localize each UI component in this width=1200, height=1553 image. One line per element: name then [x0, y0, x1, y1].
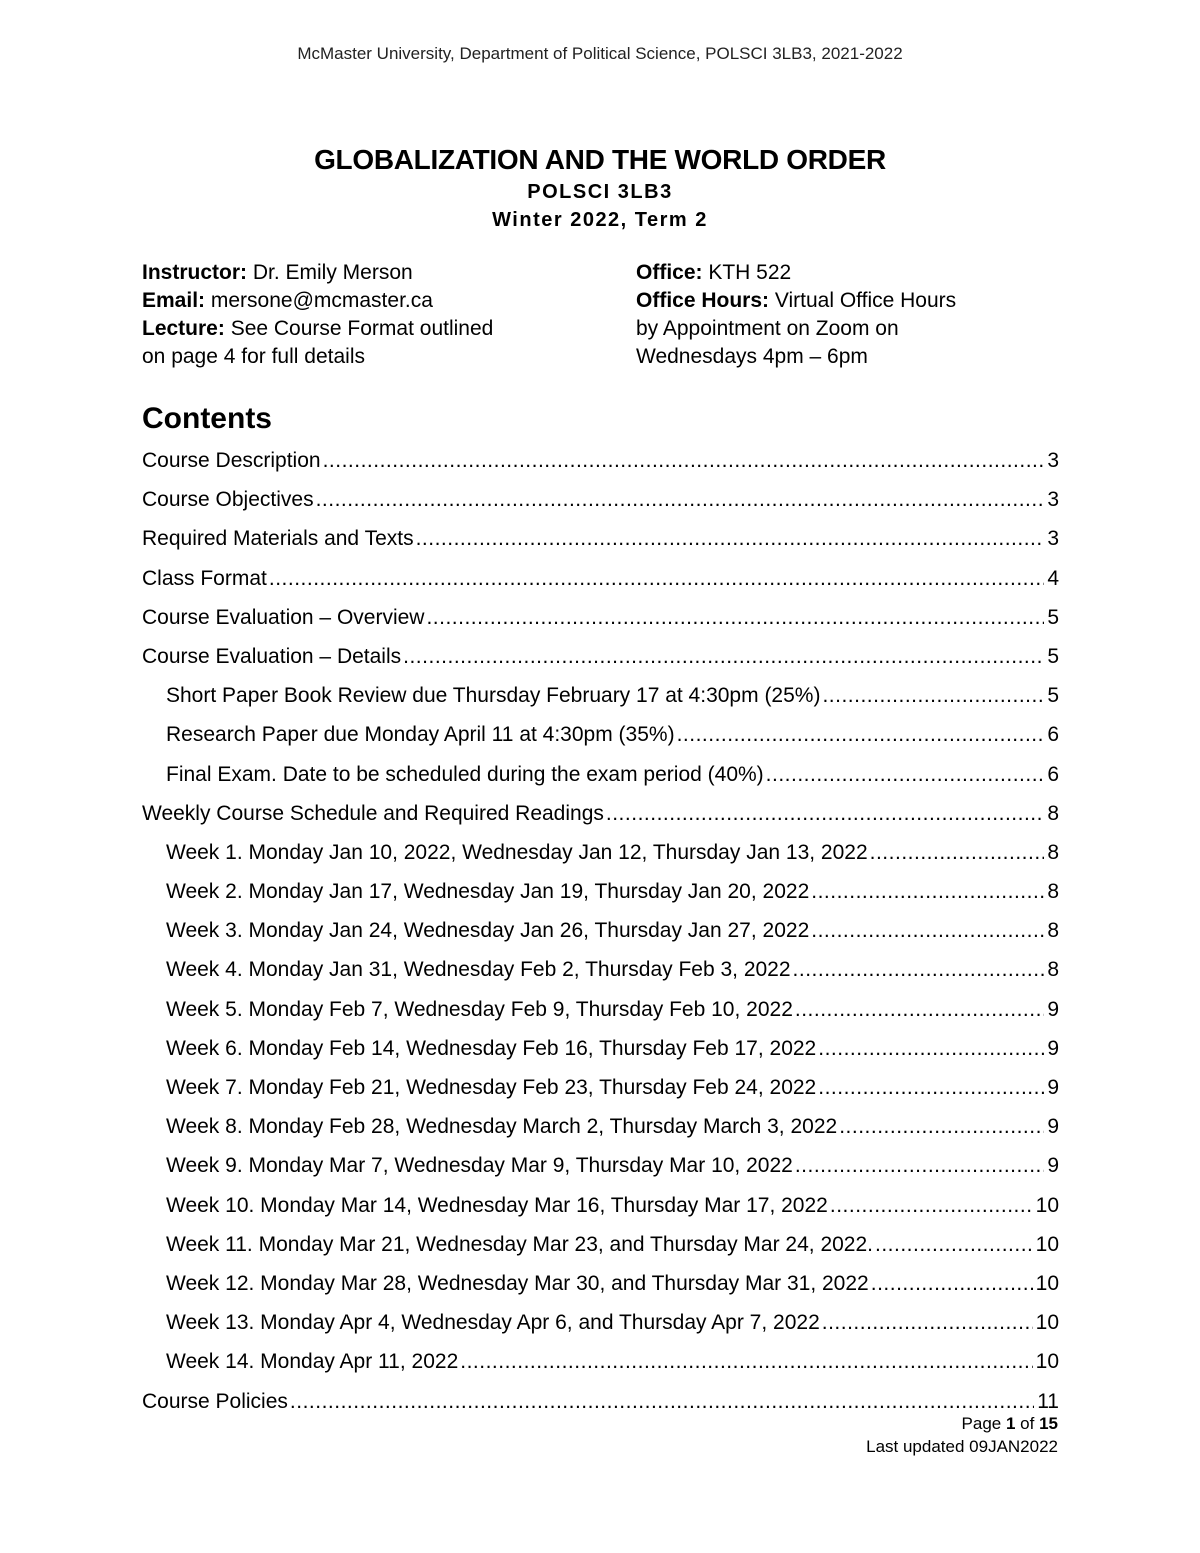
toc-leader	[870, 833, 1045, 872]
toc-entry-page: 8	[1047, 801, 1059, 825]
toc-entry-page: 10	[1035, 1232, 1059, 1256]
toc-entry-label: Course Evaluation – Overview	[142, 605, 425, 629]
toc-entry-label: Course Policies	[142, 1389, 288, 1413]
toc-leader	[323, 441, 1045, 480]
office-hours-label: Office Hours:	[636, 289, 770, 312]
toc-entry-page: 5	[1047, 605, 1059, 629]
term: Winter 2022, Term 2	[492, 209, 708, 231]
toc-entry-page: 8	[1047, 880, 1059, 904]
toc-entry-label: Course Description	[142, 449, 321, 472]
toc-leader	[795, 1146, 1045, 1185]
toc-entry-page: 8	[1047, 919, 1059, 943]
instructor-value: Dr. Emily Merson	[247, 261, 413, 284]
toc-leader	[766, 755, 1045, 794]
toc-entry-page: 11	[1037, 1389, 1059, 1413]
toc-entry-label: Final Exam. Date to be scheduled during the exam period (40%)	[166, 762, 764, 786]
toc-leader	[403, 637, 1044, 676]
toc-entry-page: 9	[1047, 1036, 1059, 1060]
toc-entry[interactable]	[142, 598, 1059, 637]
toc-entry-page: 9	[1047, 1076, 1059, 1099]
page-total: 15	[1039, 1414, 1058, 1433]
instructor-info	[142, 259, 602, 371]
toc-entry[interactable]	[142, 480, 1059, 519]
running-header: McMaster University, Department of Political Science, POLSCI 3LB3, 2021-2022	[297, 44, 903, 63]
toc-entry-page: 9	[1047, 997, 1059, 1021]
toc-leader	[818, 1068, 1044, 1107]
toc-leader	[875, 1225, 1033, 1264]
email-label: Email:	[142, 289, 206, 312]
toc-entry-page: 6	[1047, 723, 1059, 747]
office-hours-value: Virtual Office Hours	[769, 289, 957, 312]
toc-subentry[interactable]	[142, 715, 1059, 754]
instructor-label: Instructor:	[142, 261, 247, 284]
toc-subentry[interactable]	[142, 1303, 1059, 1342]
toc-entry-label: Course Objectives	[142, 488, 314, 512]
toc-entry-page: 8	[1047, 840, 1059, 864]
toc-entry-label: Research Paper due Monday April 11 at 4:30pm (35%)	[166, 723, 675, 747]
toc-subentry[interactable]	[142, 872, 1059, 911]
title-block	[0, 142, 1200, 234]
toc-subentry[interactable]	[142, 1107, 1059, 1146]
toc-subentry[interactable]	[142, 1146, 1059, 1185]
toc-leader	[795, 990, 1044, 1029]
toc-entry-label: Week 4. Monday Jan 31, Wednesday Feb 2, Thursday Feb 3, 2022	[166, 958, 791, 982]
office-hours-line	[636, 287, 1076, 315]
office-line	[636, 259, 1076, 287]
toc-leader	[793, 950, 1045, 989]
toc-entry-page: 3	[1047, 527, 1059, 551]
toc-entry-label: Week 14. Monday Apr 11, 2022	[166, 1350, 459, 1374]
toc-subentry[interactable]	[142, 676, 1059, 715]
toc-subentry[interactable]	[142, 1186, 1059, 1225]
document-title: GLOBALIZATION AND THE WORLD ORDER	[314, 144, 886, 175]
toc-subentry[interactable]	[142, 1068, 1059, 1107]
toc-subentry[interactable]	[142, 990, 1059, 1029]
toc-entry-label: Week 7. Monday Feb 21, Wednesday Feb 23, Thursday Feb 24, 2022	[166, 1076, 817, 1099]
toc-leader	[822, 1303, 1033, 1342]
toc-subentry[interactable]	[142, 1225, 1059, 1264]
toc-leader	[839, 1107, 1044, 1146]
toc-entry-label: Week 1. Monday Jan 10, 2022, Wednesday Jan 12, Thursday Jan 13, 2022	[166, 840, 868, 864]
toc-entry-label: Week 2. Monday Jan 17, Wednesday Jan 19, Thursday Jan 20, 2022	[166, 880, 810, 904]
office-value: KTH 522	[702, 261, 792, 284]
email-value: mersone@mcmaster.ca	[205, 289, 433, 312]
toc-entry-page: 10	[1035, 1350, 1059, 1374]
toc-entry[interactable]	[142, 794, 1059, 833]
toc-subentry[interactable]	[142, 950, 1059, 989]
toc-leader	[677, 715, 1045, 754]
table-of-contents	[142, 441, 1059, 1421]
toc-leader	[811, 872, 1044, 911]
email-line	[142, 287, 602, 315]
toc-subentry[interactable]	[142, 1029, 1059, 1068]
toc-entry-page: 10	[1035, 1193, 1059, 1217]
toc-leader	[818, 1029, 1044, 1068]
toc-entry[interactable]	[142, 637, 1059, 676]
lecture-line	[142, 315, 602, 343]
toc-leader	[606, 794, 1044, 833]
toc-entry-label: Week 3. Monday Jan 24, Wednesday Jan 26, Thursday Jan 27, 2022	[166, 919, 810, 943]
toc-entry-page: 10	[1035, 1271, 1059, 1295]
page-counter	[866, 1412, 1058, 1435]
lecture-line-2: on page 4 for full details	[142, 345, 365, 368]
toc-entry-label: Class Format	[142, 566, 267, 590]
toc-entry-page: 6	[1047, 762, 1059, 786]
toc-entry-page: 3	[1047, 488, 1059, 512]
toc-leader	[460, 1342, 1032, 1381]
toc-entry-label: Week 13. Monday Apr 4, Wednesday Apr 6, and Thursday Apr 7, 2022	[166, 1311, 820, 1335]
toc-entry-label: Weekly Course Schedule and Required Readings	[142, 801, 604, 825]
toc-entry-page: 3	[1047, 449, 1059, 472]
toc-leader	[269, 559, 1044, 598]
toc-leader	[811, 911, 1044, 950]
toc-subentry[interactable]	[142, 1264, 1059, 1303]
page-footer	[866, 1412, 1058, 1458]
toc-leader	[830, 1186, 1033, 1225]
toc-leader	[871, 1264, 1033, 1303]
toc-entry-label: Required Materials and Texts	[142, 527, 414, 551]
office-label: Office:	[636, 261, 703, 284]
toc-entry-page: 9	[1047, 1115, 1059, 1139]
toc-entry-label: Week 12. Monday Mar 28, Wednesday Mar 30, and Thursday Mar 31, 2022	[166, 1271, 869, 1295]
toc-entry-label: Week 5. Monday Feb 7, Wednesday Feb 9, Thursday Feb 10, 2022	[166, 997, 793, 1021]
toc-leader	[416, 519, 1045, 558]
toc-entry-label: Week 10. Monday Mar 14, Wednesday Mar 16, Thursday Mar 17, 2022	[166, 1193, 828, 1217]
toc-entry-label: Short Paper Book Review due Thursday February 17 at 4:30pm (25%)	[166, 684, 821, 708]
toc-subentry[interactable]	[142, 833, 1059, 872]
toc-entry-page: 9	[1047, 1154, 1059, 1178]
toc-entry-label: Course Evaluation – Details	[142, 644, 402, 668]
course-code: POLSCI 3LB3	[527, 181, 673, 203]
toc-entry-label: Week 11. Monday Mar 21, Wednesday Mar 23, and Thursday Mar 24, 2022.	[166, 1232, 873, 1256]
office-info	[636, 259, 1076, 371]
page-word: Page	[961, 1414, 1006, 1433]
toc-entry-label: Week 8. Monday Feb 28, Wednesday March 2, Thursday March 3, 2022	[166, 1115, 838, 1139]
page-number: 1	[1005, 1414, 1016, 1433]
toc-entry-page: 8	[1047, 958, 1059, 982]
toc-subentry[interactable]	[142, 911, 1059, 950]
last-updated: Last updated 09JAN2022	[866, 1437, 1058, 1456]
contents-heading: Contents	[142, 402, 272, 435]
office-hours-line-2: by Appointment on Zoom on	[636, 317, 899, 340]
office-hours-line-3: Wednesdays 4pm – 6pm	[636, 345, 868, 368]
instructor-line	[142, 259, 602, 287]
toc-entry-label: Week 9. Monday Mar 7, Wednesday Mar 9, Thursday Mar 10, 2022	[166, 1154, 793, 1178]
toc-entry[interactable]	[142, 559, 1059, 598]
toc-entry-page: 10	[1035, 1311, 1059, 1335]
toc-subentry[interactable]	[142, 1342, 1059, 1381]
toc-leader	[316, 480, 1045, 519]
lecture-value: See Course Format outlined	[224, 317, 494, 340]
toc-leader	[426, 598, 1044, 637]
toc-entry[interactable]	[142, 519, 1059, 558]
of-word: of	[1015, 1414, 1040, 1433]
toc-entry-label: Week 6. Monday Feb 14, Wednesday Feb 16, Thursday Feb 17, 2022	[166, 1036, 817, 1060]
toc-subentry[interactable]	[142, 755, 1059, 794]
toc-entry-page: 5	[1047, 684, 1059, 708]
toc-leader	[822, 676, 1044, 715]
lecture-label: Lecture:	[142, 317, 225, 340]
toc-entry[interactable]	[142, 441, 1059, 480]
toc-entry-page: 4	[1047, 566, 1059, 590]
toc-entry-page: 5	[1047, 644, 1059, 668]
